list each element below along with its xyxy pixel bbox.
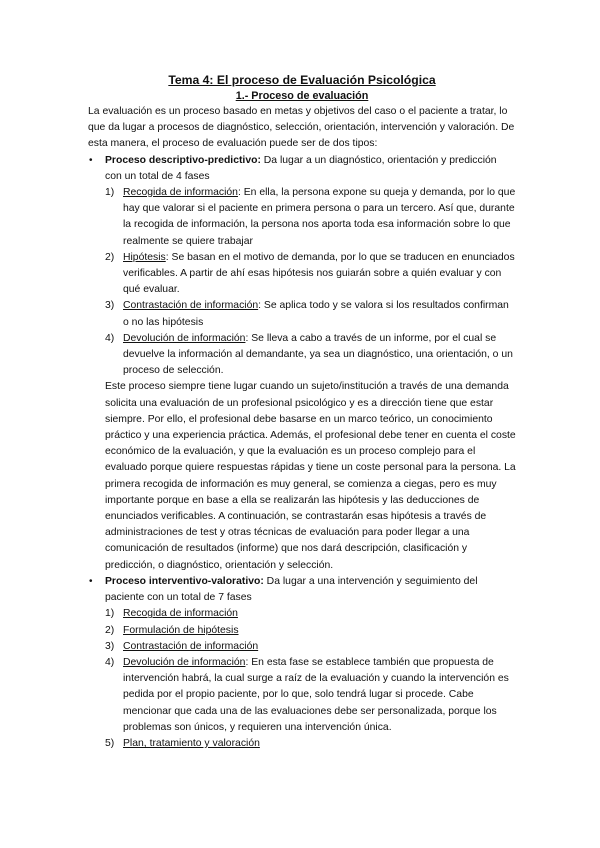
process-interventive-heading <box>105 574 516 606</box>
step-text: : En ella, la persona expone su queja y demanda, por lo que hay que valorar si el paciente en primera persona o para un tercero. Así que, durante la recogida de información, la persona nos aporta toda esa información sobre lo que realmente se quiere trabajar <box>123 187 516 247</box>
list-item <box>105 623 516 639</box>
process-interventive-steps <box>105 606 516 752</box>
bullet-icon: • <box>89 575 93 587</box>
step-text: : Se aplica todo y se valora si los resultados confirman o no las hipótesis <box>123 300 509 328</box>
section-heading: 1.- Proceso de evaluación <box>235 90 369 102</box>
step-term: Devolución de información <box>123 332 246 344</box>
process-descriptive-steps <box>105 185 516 379</box>
process-descriptive-desc: Da lugar a un diagnóstico, orientación y predicción con un total de 4 fases <box>105 154 497 182</box>
intro-paragraph: La evaluación es un proceso basado en metas y objetivos del caso o el paciente a tratar, lo que da lugar a procesos de diagnóstico, selección, orientación, intervención y valoración. De esta manera, el proceso de evaluación puede ser de dos tipos: <box>88 106 515 150</box>
step-text: : Se lleva a cabo a través de un informe, por el cual se devuelve la información al demandante, ya sea un diagnóstico, una orientación, o un proceso de selección. <box>123 332 513 377</box>
process-descriptive-paragraph: Este proceso siempre tiene lugar cuando un sujeto/institución a través de una demanda solicita una evaluación de un profesional psicológico y es a dirección tiene que estar siempre. Por ello, el profesional debe basarse en un marco teórico, un conocimiento práctico y una experiencia práctica. Además, el profesional debe tener en cuenta el coste económico de la evaluación, y que la evaluación es un proceso complejo para el evaluado porque quiere respuestas rápidas y tiene un coste personal para la persona. La primera recogida de información es muy general, se comienza a ciegas, pero es muy importante porque en base a ella se realizarán las hipótesis y las deducciones de enunciados verificables. A continuación, se contrastarán esas hipótesis a través de administraciones de test y otras técnicas de evaluación para poder llegar a una comunicación de resultados (informe) que nos dará descripción, clasificación y predicción, o diagnóstico, orientación y selección. <box>105 381 516 571</box>
step-number: 1) <box>105 608 115 620</box>
list-item <box>105 639 516 655</box>
step-number: 3) <box>105 300 115 312</box>
step-term: Contrastación de información <box>123 300 259 312</box>
process-interventive-item <box>88 574 516 752</box>
step-number: 1) <box>105 187 115 199</box>
bullet-icon: • <box>89 154 93 166</box>
step-term: Devolución de información <box>123 656 246 668</box>
step-number: 3) <box>105 640 115 652</box>
step-text: : Se basan en el motivo de demanda, por lo que se traducen en enunciados verificables. A partir de ahí esas hipótesis nos guiarán sobre a quién evaluar y con qué evaluar. <box>123 251 515 296</box>
step-term: Plan, tratamiento y valoración <box>123 737 260 749</box>
step-term: Recogida de información <box>123 608 238 620</box>
document-page <box>88 72 516 752</box>
step-number: 2) <box>105 624 115 636</box>
step-number: 2) <box>105 251 115 263</box>
process-descriptive-heading <box>105 153 516 185</box>
step-number: 4) <box>105 332 115 344</box>
list-item <box>105 250 516 299</box>
list-item <box>105 606 516 622</box>
list-item <box>105 736 516 752</box>
page-title: Tema 4: El proceso de Evaluación Psicológica <box>168 73 436 87</box>
process-interventive-name: Proceso interventivo-valorativo: <box>105 575 264 587</box>
list-item <box>105 331 516 380</box>
list-item <box>105 655 516 736</box>
step-term: Contrastación de información <box>123 640 259 652</box>
process-interventive-desc: Da lugar a una intervención y seguimiento del paciente con un total de 7 fases <box>105 575 478 604</box>
process-descriptive-item <box>88 153 516 574</box>
step-text: : En esta fase se establece también que propuesta de intervención habrá, la cual surge a raíz de la evaluación y cuando la intervención es pedida por el propio paciente, por lo que, solo tendrá lugar si procede. Cabe mencionar que cada una de las evaluaciones debe ser personalizada, porque los problemas son únicos, y requieren una intervención única. <box>123 656 509 733</box>
process-descriptive-name: Proceso descriptivo-predictivo: <box>105 154 261 166</box>
step-number: 5) <box>105 737 115 749</box>
step-number: 4) <box>105 656 115 668</box>
step-term: Formulación de hipótesis <box>123 624 239 636</box>
step-term: Recogida de información <box>123 187 238 199</box>
list-item <box>105 185 516 250</box>
step-term: Hipótesis <box>123 251 166 263</box>
list-item <box>105 298 516 330</box>
